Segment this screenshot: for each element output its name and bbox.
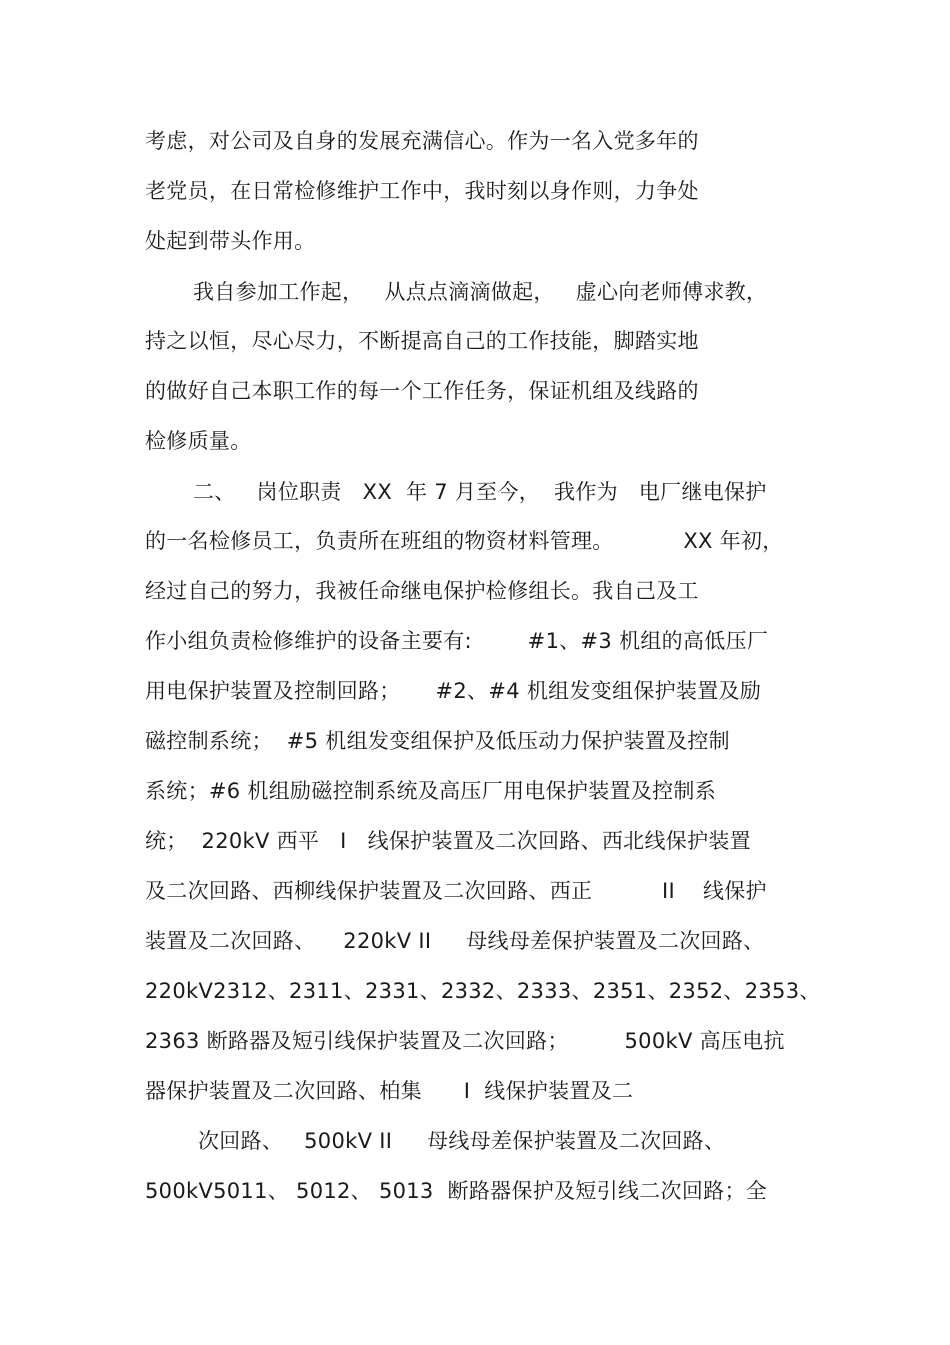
text-line: 考虑，对公司及自身的发展充满信心。作为一名入党多年的 <box>145 129 699 153</box>
text-line: 处起到带头作用。 <box>145 229 316 253</box>
text-line: 磁控制系统； #5 机组发变组保护及低压动力保护装置及控制 <box>145 729 730 753</box>
text-line: 统； 220kV 西平 I 线保护装置及二次回路、西北线保护装置 <box>145 829 751 853</box>
text-line: 检修质量。 <box>145 429 252 453</box>
text-line: 装置及二次回路、 220kV II 母线母差保护装置及二次回路、 <box>145 929 765 953</box>
text-line: 系统；#6 机组励磁控制系统及高压厂用电保护装置及控制系 <box>145 779 717 803</box>
text-line: 的做好自己本职工作的每一个工作任务，保证机组及线路的 <box>145 379 699 403</box>
text-line: 220kV2312、2311、2331、2332、2333、2351、2352、2353、 <box>145 979 821 1003</box>
text-line: 持之以恒，尽心尽力，不断提高自己的工作技能，脚踏实地 <box>145 329 699 353</box>
text-line: 二、 岗位职责 XX 年 7 月至今， 我作为 电厂继电保护 <box>193 480 767 504</box>
text-line: 我自参加工作起， 从点点滴滴做起， 虚心向老师傅求教， <box>193 280 768 304</box>
text-line: 用电保护装置及控制回路； #2、#4 机组发变组保护装置及励 <box>145 679 762 703</box>
text-line: 2363 断路器及短引线保护装置及二次回路； 500kV 高压电抗 <box>145 1029 785 1053</box>
text-line: 老党员，在日常检修维护工作中，我时刻以身作则，力争处 <box>145 179 699 203</box>
text-line: 作小组负责检修维护的设备主要有: #1、#3 机组的高低压厂 <box>145 629 769 653</box>
text-line: 及二次回路、西柳线保护装置及二次回路、西正 II 线保护 <box>145 879 767 903</box>
text-line: 500kV5011、 5012、 5013 断路器保护及短引线二次回路；全 <box>145 1179 768 1203</box>
text-line: 器保护装置及二次回路、柏集 I 线保护装置及二 <box>145 1079 634 1103</box>
text-line: 次回路、 500kV II 母线母差保护装置及二次回路、 <box>198 1129 726 1153</box>
text-line: 的一名检修员工，负责所在班组的物资材料管理。 XX 年初， <box>145 529 784 553</box>
text-line: 经过自己的努力，我被任命继电保护检修组长。我自己及工 <box>145 579 699 603</box>
